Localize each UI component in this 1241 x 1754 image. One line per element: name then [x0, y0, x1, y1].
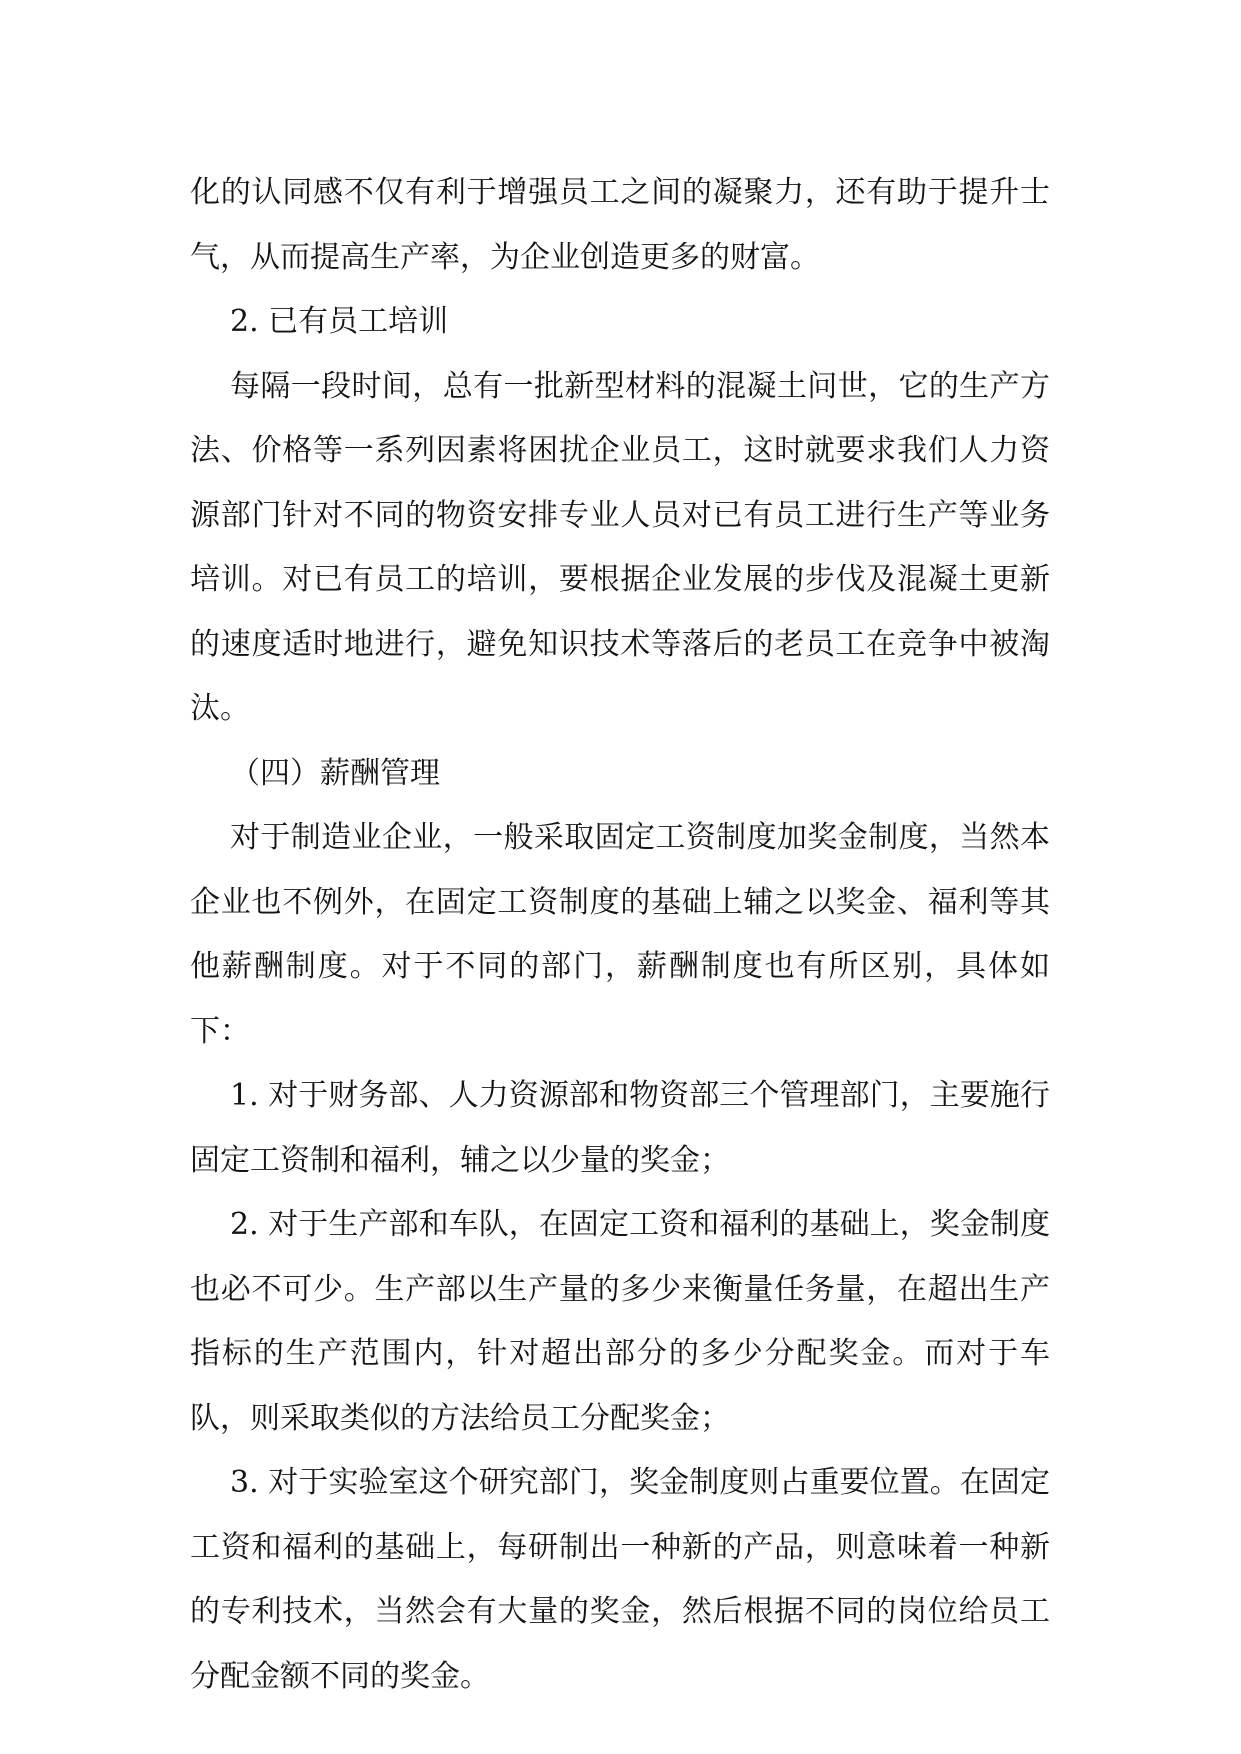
- list-item-1: 1. 对于财务部、人力资源部和物资部三个管理部门，主要施行固定工资制和福利，辅之以少量的奖金；: [190, 1078, 1050, 1178]
- section-heading-compensation: （四）薪酬管理: [230, 755, 440, 791]
- paragraph-training: 每隔一段时间，总有一批新型材料的混凝土问世，它的生产方法、价格等一系列因素将困扰企业员工，这时就要求我们人力资源部门针对不同的物资安排专业人员对已有员工进行生产等业务培训。对已有员工的培训，要根据企业发展的步伐及混凝土更新的速度适时地进行，避免知识技术等落后的老员工在竞争中被淘汰。: [190, 368, 1050, 726]
- list-item-3: 3. 对于实验室这个研究部门，奖金制度则占重要位置。在固定工资和福利的基础上，每研制出一种新的产品，则意味着一种新的专利技术，当然会有大量的奖金，然后根据不同的岗位给员工分配金额不同的奖金。: [190, 1465, 1050, 1694]
- subheading-existing-staff-training: 2. 已有员工培训: [230, 304, 449, 339]
- document-body: [190, 161, 1050, 1709]
- list-item-2: 2. 对于生产部和车队，在固定工资和福利的基础上，奖金制度也必不可少。生产部以生产量的多少来衡量任务量，在超出生产指标的生产范围内，针对超出部分的多少分配奖金。而对于车队，则采取类似的方法给员工分配奖金；: [190, 1207, 1050, 1436]
- paragraph-continued: 化的认同感不仅有利于增强员工之间的凝聚力，还有助于提升士气，从而提高生产率，为企业创造更多的财富。: [190, 175, 1050, 275]
- paragraph-compensation-intro: 对于制造业企业，一般采取固定工资制度加奖金制度，当然本企业也不例外，在固定工资制度的基础上辅之以奖金、福利等其他薪酬制度。对于不同的部门，薪酬制度也有所区别，具体如下：: [190, 820, 1050, 1049]
